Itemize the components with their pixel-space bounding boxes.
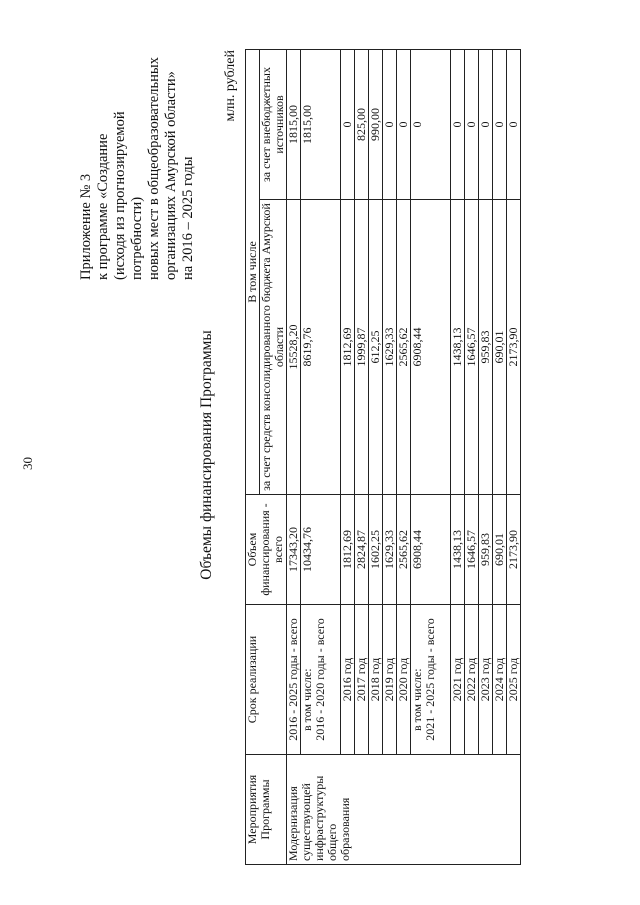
header-consolidated: за счет средств консолидированного бюджета Амурской области xyxy=(260,200,287,495)
cell-period: 2016 год xyxy=(341,605,355,755)
period-note: в том числе: xyxy=(300,668,314,731)
appendix-line: потребности) xyxy=(129,196,145,280)
cell-extrabudget: 1815,00 xyxy=(301,50,341,200)
period-range: 2021 - 2025 годы - всего xyxy=(423,618,437,741)
appendix-line: новых мест в общеобразовательных xyxy=(146,57,162,280)
cell-extrabudget: 0 xyxy=(465,50,479,200)
cell-consolidated: 1438,13 xyxy=(451,200,465,495)
header-extrabudget: за счет внебюджетных источников xyxy=(260,50,287,200)
cell-total: 1812,69 xyxy=(341,495,355,605)
cell-period: 2025 год xyxy=(507,605,521,755)
appendix-line: на 2016 – 2025 годы xyxy=(180,156,196,280)
cell-extrabudget: 825,00 xyxy=(355,50,369,200)
cell-period: 2016 - 2025 годы - всего xyxy=(287,605,301,755)
cell-period: 2021 год xyxy=(451,605,465,755)
cell-extrabudget: 0 xyxy=(479,50,493,200)
table-row xyxy=(411,50,451,865)
units-label: млн. рублей xyxy=(223,50,238,122)
cell-extrabudget: 0 xyxy=(451,50,465,200)
table-row xyxy=(287,50,301,865)
table-header-row xyxy=(246,50,260,865)
document-title: Объемы финансирования Программы xyxy=(198,330,215,580)
table-row xyxy=(451,50,465,865)
header-period: Срок реализации xyxy=(246,605,287,755)
cell-extrabudget: 0 xyxy=(507,50,521,200)
financing-table xyxy=(245,49,521,865)
cell-extrabudget: 0 xyxy=(493,50,507,200)
cell-total: 959,83 xyxy=(479,495,493,605)
cell-period xyxy=(411,605,451,755)
table-row xyxy=(301,50,341,865)
cell-consolidated: 959,83 xyxy=(479,200,493,495)
cell-total: 1646,57 xyxy=(465,495,479,605)
header-including: В том числе xyxy=(246,50,260,495)
cell-extrabudget: 990,00 xyxy=(369,50,383,200)
appendix-line: (исходя из прогнозируемой xyxy=(112,111,128,280)
cell-total: 2173,90 xyxy=(507,495,521,605)
appendix-line: Приложение № 3 xyxy=(78,173,94,280)
cell-period: 2017 год xyxy=(355,605,369,755)
appendix-header xyxy=(78,57,197,280)
period-note: в том числе: xyxy=(410,668,424,731)
cell-extrabudget: 0 xyxy=(397,50,411,200)
header-total: Объем финансирования - всего xyxy=(246,495,287,605)
page-number: 30 xyxy=(20,457,35,470)
cell-consolidated: 15528,20 xyxy=(287,200,301,495)
cell-total: 1602,25 xyxy=(369,495,383,605)
appendix-line: к программе «Создание xyxy=(95,133,111,280)
cell-period: 2024 год xyxy=(493,605,507,755)
table-row xyxy=(493,50,507,865)
appendix-line: организациях Амурской области» xyxy=(163,71,179,280)
cell-extrabudget: 0 xyxy=(411,50,451,200)
cell-consolidated: 612,25 xyxy=(369,200,383,495)
cell-total: 1438,13 xyxy=(451,495,465,605)
cell-consolidated: 1812,69 xyxy=(341,200,355,495)
table-row xyxy=(479,50,493,865)
cell-consolidated: 1999,87 xyxy=(355,200,369,495)
table-row xyxy=(341,50,355,865)
cell-period: 2018 год xyxy=(369,605,383,755)
cell-total: 1629,33 xyxy=(383,495,397,605)
cell-period: 2022 год xyxy=(465,605,479,755)
cell-period: 2023 год xyxy=(479,605,493,755)
period-range: 2016 - 2020 годы - всего xyxy=(313,618,327,741)
cell-extrabudget: 1815,00 xyxy=(287,50,301,200)
cell-consolidated: 1629,33 xyxy=(383,200,397,495)
table-row xyxy=(355,50,369,865)
cell-consolidated: 6908,44 xyxy=(411,200,451,495)
cell-total: 17343,20 xyxy=(287,495,301,605)
cell-period xyxy=(301,605,341,755)
cell-extrabudget: 0 xyxy=(383,50,397,200)
table-row xyxy=(397,50,411,865)
cell-total: 2565,62 xyxy=(397,495,411,605)
table-row xyxy=(369,50,383,865)
cell-period: 2020 год xyxy=(397,605,411,755)
document-page xyxy=(20,40,620,870)
table-row xyxy=(465,50,479,865)
cell-total: 2824,87 xyxy=(355,495,369,605)
table-row xyxy=(383,50,397,865)
cell-consolidated: 690,01 xyxy=(493,200,507,495)
cell-consolidated: 1646,57 xyxy=(465,200,479,495)
table-row xyxy=(507,50,521,865)
cell-consolidated: 8619,76 xyxy=(301,200,341,495)
cell-total: 6908,44 xyxy=(411,495,451,605)
cell-consolidated: 2565,62 xyxy=(397,200,411,495)
cell-consolidated: 2173,90 xyxy=(507,200,521,495)
cell-total: 10434,76 xyxy=(301,495,341,605)
activity-name: Модернизация существующей инфраструктуры общего образования xyxy=(287,755,521,865)
cell-period: 2019 год xyxy=(383,605,397,755)
header-activity: Мероприятия Программы xyxy=(246,755,287,865)
cell-total: 690,01 xyxy=(493,495,507,605)
cell-extrabudget: 0 xyxy=(341,50,355,200)
